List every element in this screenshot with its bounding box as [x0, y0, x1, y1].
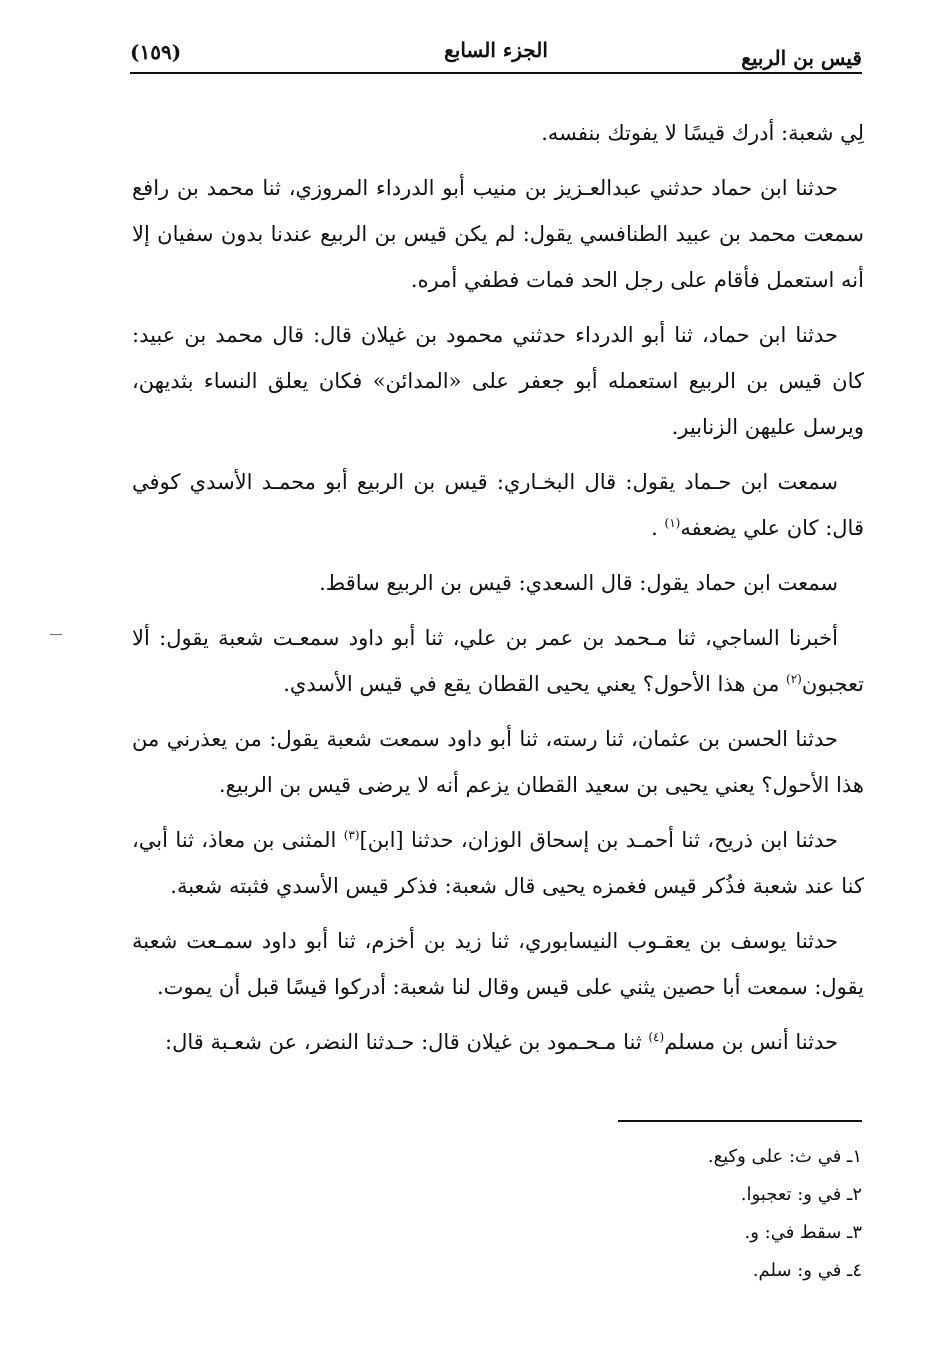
header-rule	[130, 72, 862, 74]
paragraph: حدثنا ابن حماد حدثني عبدالعـزيز بن منيب أبو الدرداء المروزي، ثنا محمد بن رافع سمعت محمد بن عبيد الطنافسي يقول: لم يكن قيس بن الربيع عندنا بدون سفيان إلا أنه استعمل فأقام على رجل الحد فمات فطفي أمره.	[132, 176, 864, 292]
paragraph: حدثنا الحسن بن عثمان، ثنا رسته، ثنا أبو داود سمعت شعبة يقول: من يعذرني من هذا الأحول؟ يعني يحيى بن سعيد القطان يزعم أنه لا يرضى قيس بن الربيع.	[132, 727, 864, 797]
footnote-ref: (٤)	[648, 1030, 665, 1044]
page-number: (١٥٩)	[130, 40, 182, 64]
paragraph: سمعت ابن حـماد يقول: قال البخـاري: قيس بن الربيع أبو محمـد الأسدي كوفي قال: كان علي يضعفه$^{(١)}$ .	[132, 470, 864, 540]
footnote: ٤ـ في و: سلم.	[752, 1260, 862, 1281]
scan-mark	[50, 634, 62, 635]
running-header	[130, 28, 862, 74]
volume-title: الجزء السابع	[444, 38, 548, 62]
paragraph: لِي شعبة: أدرك قيسًا لا يفوتك بنفسه.	[541, 121, 864, 145]
paragraph: حدثنا أنس بن مسلم$^{(٤)}$ ثنا مـحـمود بن غيلان قال: حـدثنا النضر، عن شعـبة قال:	[165, 1030, 838, 1054]
main-text	[132, 110, 864, 1074]
paragraph: أخبرنا الساجي، ثنا مـحمد بن عمر بن علي، ثنا أبو داود سمعـت شعبة يقول: ألا تعجبون$^{(٢)}$ من هذا الأحول؟ يعني يحيى القطان يقع في قيس الأسدي.	[132, 626, 864, 696]
chapter-title: قيس بن الربيع	[741, 46, 862, 70]
footnote: ٣ـ سقط في: و.	[744, 1222, 862, 1243]
paragraph: حدثنا ابن ذريح، ثنا أحمـد بن إسحاق الوزان، حدثنا [ابن]$^{(٣)}$ المثنى بن معاذ، ثنا أبي، كنا عند شعبة فذُكر قيس فغمزه يحيى قال شعبة: فذكر قيس الأسدي فثبته شعبة.	[132, 828, 864, 898]
footnote-ref: (٢)	[786, 672, 802, 686]
footnote-ref: (٣)	[343, 828, 360, 842]
paragraph: حدثنا يوسف بن يعقـوب النيسابوري، ثنا زيد بن أخزم، ثنا أبو داود سمـعت شعبة يقول: سمعت أبا حصين يثني على قيس وقال لنا شعبة: أدركوا قيسًا قبل أن يموت.	[132, 929, 864, 999]
paragraph: سمعت ابن حماد يقول: قال السعدي: قيس بن الربيع ساقط.	[319, 571, 838, 595]
footnote-ref: (١)	[664, 516, 681, 530]
footnote: ٢ـ في و: تعجبوا.	[740, 1184, 862, 1205]
footnotes	[462, 1138, 862, 1290]
paragraph: حدثنا ابن حماد، ثنا أبو الدرداء حدثني محمود بن غيلان قال: قال محمد بن عبيد: كان قيس بن الربيع استعمله أبو جعفر على «المدائن» فكان يعلق النساء بثديهن، ويرسل عليهن الزنابير.	[132, 323, 864, 439]
footnote-rule	[618, 1120, 862, 1122]
footnote: ١ـ في ث: على وكيع.	[707, 1146, 862, 1167]
